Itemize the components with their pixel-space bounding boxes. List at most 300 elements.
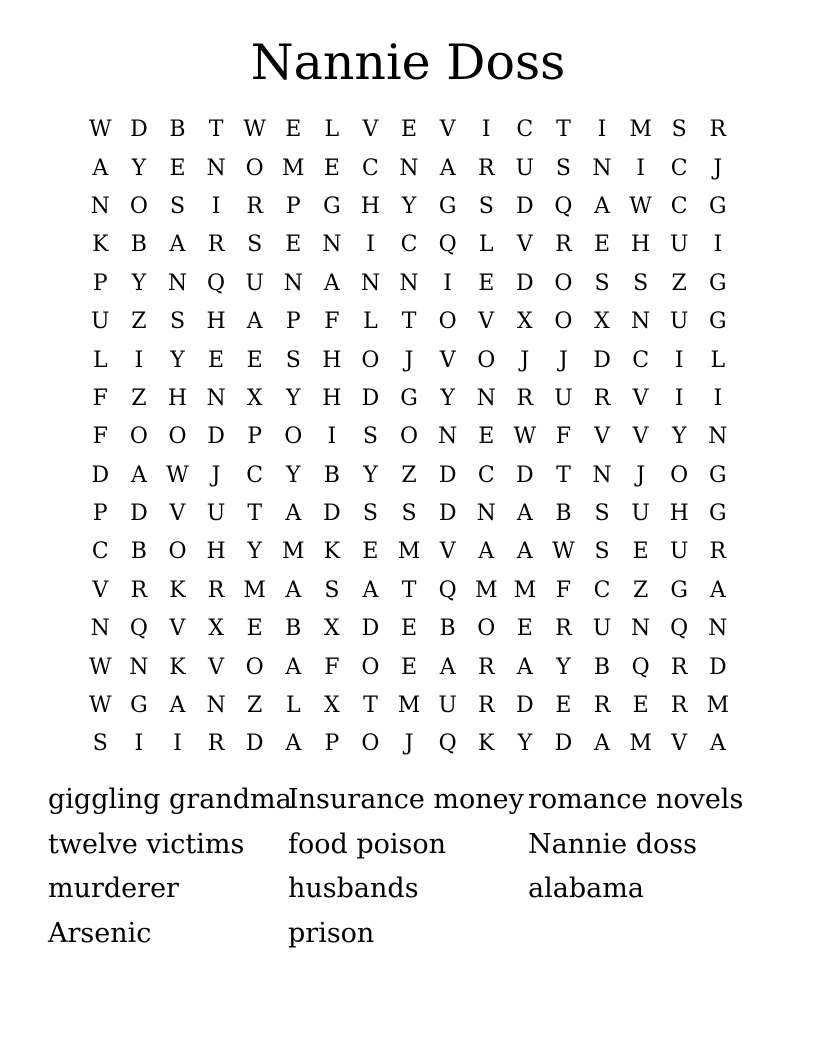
grid-letter: E <box>478 424 495 450</box>
grid-letter: S <box>285 347 301 373</box>
grid-letter: R <box>670 693 688 719</box>
grid-letter: Z <box>247 693 263 719</box>
grid-letter: X <box>516 309 533 335</box>
grid-letter: S <box>362 424 378 450</box>
grid-letter: G <box>670 577 688 603</box>
grid-letter: W <box>88 117 112 143</box>
grid-letter: N <box>167 270 188 296</box>
grid-letter: D <box>708 654 727 680</box>
grid-letter: R <box>555 232 572 258</box>
grid-letter: W <box>629 193 652 219</box>
grid-letter: P <box>92 270 108 296</box>
grid-letter: B <box>169 117 186 143</box>
grid-letter: X <box>324 693 340 719</box>
grid-letter: L <box>363 309 378 335</box>
grid-letter: O <box>400 424 419 450</box>
grid-letter: R <box>555 616 572 642</box>
grid-letter: O <box>554 309 573 335</box>
grid-letter: B <box>593 654 611 680</box>
grid-letter: E <box>632 539 649 565</box>
grid-letter: E <box>208 347 225 373</box>
grid-letter: V <box>208 654 225 680</box>
grid-letter: L <box>92 347 108 373</box>
grid-letter: L <box>478 232 494 258</box>
grid-letter: A <box>594 731 610 757</box>
grid-letter: V <box>92 577 109 603</box>
grid-letter: J <box>404 347 414 373</box>
grid-letter: Q <box>129 616 148 642</box>
grid-letter: V <box>671 731 688 757</box>
grid-letter: O <box>245 654 264 680</box>
word-list-item: prison <box>288 917 375 949</box>
grid-letter: C <box>632 347 650 373</box>
grid-letter: P <box>247 424 263 450</box>
grid-letter: D <box>516 270 534 296</box>
grid-letter: N <box>206 155 226 181</box>
grid-letter: G <box>709 309 727 335</box>
grid-letter: G <box>709 270 727 296</box>
grid-letter: N <box>476 385 496 411</box>
grid-letter: F <box>324 309 340 335</box>
grid-letter: V <box>169 501 186 527</box>
word-list-item: husbands <box>288 873 419 904</box>
word-list <box>48 778 768 956</box>
grid-letter: B <box>130 232 147 258</box>
grid-letter: A <box>323 270 340 296</box>
grid-letter: Q <box>631 654 650 680</box>
grid-letter: E <box>632 693 649 719</box>
grid-letter: P <box>285 309 301 335</box>
grid-letter: A <box>169 693 186 719</box>
grid-letter: M <box>474 577 498 603</box>
grid-letter: Y <box>440 385 455 411</box>
grid-letter: O <box>245 155 264 181</box>
grid-letter: S <box>324 577 340 603</box>
grid-letter: M <box>513 577 537 603</box>
grid-letter: O <box>438 309 457 335</box>
grid-letter: I <box>636 155 645 181</box>
grid-letter: D <box>516 462 534 488</box>
grid-letter: W <box>552 539 575 565</box>
grid-letter: C <box>670 193 688 219</box>
grid-letter: P <box>285 193 301 219</box>
grid-letter: E <box>516 616 533 642</box>
grid-letter: X <box>594 309 610 335</box>
page-title: Nannie Doss <box>250 34 566 91</box>
grid-letter: S <box>247 232 263 258</box>
grid-letter: G <box>400 385 418 411</box>
grid-letter: Q <box>554 193 573 219</box>
grid-letter: U <box>515 155 535 181</box>
grid-letter: N <box>592 155 612 181</box>
grid-letter: Z <box>131 385 147 411</box>
grid-letter: I <box>134 347 144 373</box>
grid-letter: H <box>206 539 226 565</box>
grid-letter: V <box>362 117 379 143</box>
grid-letter: Y <box>401 193 417 219</box>
grid-letter: O <box>129 193 148 219</box>
word-list-item: murderer <box>48 873 179 904</box>
grid-letter: S <box>401 501 417 527</box>
grid-letter: I <box>713 232 723 258</box>
grid-letter: I <box>366 232 375 258</box>
grid-letter: L <box>324 117 340 143</box>
grid-letter: T <box>556 462 571 488</box>
grid-letter: I <box>481 117 491 143</box>
grid-letter: N <box>129 654 149 680</box>
grid-letter: G <box>438 193 457 219</box>
grid-letter: D <box>438 501 457 527</box>
grid-letter: Y <box>131 270 147 296</box>
grid-letter: Y <box>286 462 301 488</box>
grid-letter: C <box>516 117 534 143</box>
grid-letter: Y <box>247 539 262 565</box>
grid-letter: O <box>554 270 573 296</box>
grid-letter: C <box>670 155 688 181</box>
grid-letter: R <box>593 385 611 411</box>
grid-letter: A <box>439 654 456 680</box>
grid-letter: A <box>516 654 533 680</box>
grid-letter: H <box>631 232 651 258</box>
grid-letter: O <box>168 539 187 565</box>
grid-letter: R <box>207 232 225 258</box>
grid-letter: Q <box>207 270 226 296</box>
grid-letter: Y <box>556 654 571 680</box>
grid-letter: Z <box>131 309 147 335</box>
grid-letter: R <box>709 539 727 565</box>
grid-letter: D <box>323 501 341 527</box>
grid-letter: A <box>285 577 302 603</box>
grid-letter: O <box>670 462 689 488</box>
grid-letter: A <box>439 155 456 181</box>
grid-letter: D <box>438 462 457 488</box>
grid-letter: Q <box>670 616 689 642</box>
grid-letter: N <box>206 385 226 411</box>
grid-letter: K <box>92 232 109 258</box>
grid-letter: W <box>88 654 112 680</box>
grid-letter: C <box>593 577 611 603</box>
grid-letter: V <box>632 385 649 411</box>
grid-letter: E <box>362 539 379 565</box>
grid-letter: D <box>361 616 380 642</box>
grid-letter: A <box>362 577 379 603</box>
grid-letter: A <box>594 193 610 219</box>
grid-letter: Q <box>438 731 457 757</box>
grid-letter: O <box>284 424 303 450</box>
grid-letter: W <box>166 462 189 488</box>
word-list-item: Nannie doss <box>528 828 697 860</box>
grid-letter: I <box>674 385 684 411</box>
grid-letter: N <box>476 501 496 527</box>
grid-letter: U <box>669 232 689 258</box>
grid-letter: E <box>246 347 263 373</box>
grid-letter: J <box>713 155 723 181</box>
grid-letter: N <box>592 462 612 488</box>
grid-letter: U <box>438 693 457 719</box>
grid-letter: M <box>397 539 421 565</box>
grid-letter: A <box>516 539 533 565</box>
grid-letter: D <box>554 731 573 757</box>
grid-letter: Y <box>671 424 687 450</box>
grid-letter: B <box>439 616 456 642</box>
grid-letter: R <box>477 693 495 719</box>
grid-letter: Z <box>401 462 417 488</box>
grid-letter: M <box>397 693 421 719</box>
grid-letter: L <box>710 347 726 373</box>
grid-letter: S <box>92 731 108 757</box>
grid-letter: I <box>173 731 182 757</box>
grid-letter: N <box>283 270 303 296</box>
grid-letter: N <box>630 616 651 642</box>
grid-letter: V <box>632 424 649 450</box>
grid-letter: G <box>323 193 341 219</box>
grid-letter: D <box>593 347 611 373</box>
grid-letter: G <box>709 462 727 488</box>
grid-letter: Z <box>632 577 649 603</box>
grid-letter: M <box>629 731 652 757</box>
grid-letter: C <box>246 462 264 488</box>
grid-letter: H <box>322 385 342 411</box>
grid-letter: S <box>169 193 186 219</box>
grid-letter: L <box>285 693 301 719</box>
grid-letter: N <box>90 193 110 219</box>
grid-letter: U <box>631 501 650 527</box>
grid-letter: E <box>401 616 418 642</box>
grid-letter: A <box>478 539 495 565</box>
grid-letter: N <box>322 232 342 258</box>
grid-letter: S <box>555 155 571 181</box>
grid-letter: N <box>438 424 458 450</box>
grid-letter: F <box>92 385 108 411</box>
grid-letter: D <box>245 731 264 757</box>
grid-letter: Y <box>170 347 185 373</box>
grid-letter: W <box>88 693 112 719</box>
grid-letter: A <box>285 501 302 527</box>
grid-letter: T <box>363 693 378 719</box>
grid-letter: S <box>633 270 649 296</box>
grid-letter: I <box>674 347 684 373</box>
grid-letter: C <box>91 539 109 565</box>
grid-letter: V <box>169 616 186 642</box>
grid-letter: A <box>709 577 726 603</box>
grid-letter: R <box>593 693 611 719</box>
word-list-item: food poison <box>288 828 447 860</box>
grid-letter: D <box>207 424 225 450</box>
grid-letter: Q <box>438 577 457 603</box>
grid-letter: S <box>478 193 494 219</box>
grid-letter: G <box>709 193 727 219</box>
grid-letter: P <box>324 731 340 757</box>
grid-letter: R <box>130 577 148 603</box>
grid-letter: A <box>709 731 726 757</box>
grid-letter: O <box>477 616 496 642</box>
grid-letter: R <box>207 577 225 603</box>
grid-letter: B <box>130 539 147 565</box>
grid-letter: A <box>516 501 533 527</box>
grid-letter: W <box>513 424 537 450</box>
grid-letter: N <box>708 424 728 450</box>
grid-letter: J <box>404 731 414 757</box>
grid-letter: C <box>400 232 418 258</box>
grid-letter: E <box>401 117 418 143</box>
grid-letter: D <box>130 501 148 527</box>
grid-letter: U <box>91 309 110 335</box>
grid-letter: D <box>361 385 380 411</box>
grid-letter: J <box>211 462 221 488</box>
grid-letter: S <box>594 539 610 565</box>
grid-letter: U <box>669 309 689 335</box>
word-list-item: giggling grandma <box>48 784 292 815</box>
grid-letter: A <box>169 232 186 258</box>
grid-letter: C <box>477 462 495 488</box>
grid-letter: J <box>520 347 530 373</box>
grid-letter: A <box>285 731 302 757</box>
grid-letter: N <box>708 616 728 642</box>
grid-letter: B <box>323 462 340 488</box>
grid-letter: M <box>282 155 305 181</box>
grid-letter: B <box>555 501 572 527</box>
grid-letter: N <box>206 693 226 719</box>
grid-letter: G <box>709 501 727 527</box>
grid-letter: D <box>516 693 534 719</box>
grid-letter: O <box>168 424 187 450</box>
grid-letter: R <box>207 731 225 757</box>
grid-letter: Y <box>517 731 533 757</box>
grid-letter: R <box>246 193 263 219</box>
grid-letter: N <box>90 616 110 642</box>
grid-letter: U <box>592 616 612 642</box>
grid-letter: N <box>630 309 651 335</box>
grid-letter: N <box>360 270 381 296</box>
grid-letter: H <box>669 501 689 527</box>
grid-letter: J <box>636 462 646 488</box>
grid-letter: T <box>401 577 417 603</box>
grid-letter: J <box>559 347 568 373</box>
grid-letter: X <box>324 616 340 642</box>
grid-letter: O <box>477 347 496 373</box>
grid-letter: E <box>169 155 186 181</box>
grid-letter: D <box>130 117 148 143</box>
grid-letter: K <box>323 539 341 565</box>
grid-letter: V <box>516 232 533 258</box>
grid-letter: I <box>211 193 221 219</box>
grid-letter: Y <box>363 462 378 488</box>
grid-letter: T <box>208 117 224 143</box>
grid-letter: I <box>327 424 337 450</box>
grid-letter: K <box>169 654 186 680</box>
grid-letter: E <box>285 232 302 258</box>
word-search-grid <box>81 111 737 764</box>
grid-letter: D <box>91 462 110 488</box>
grid-letter: Y <box>131 155 147 181</box>
grid-letter: R <box>709 117 727 143</box>
grid-letter: F <box>555 577 572 603</box>
grid-letter: I <box>713 385 723 411</box>
grid-letter: A <box>92 155 109 181</box>
grid-letter: M <box>243 577 266 603</box>
grid-letter: I <box>597 117 607 143</box>
grid-letter: D <box>516 193 534 219</box>
grid-letter: Y <box>286 385 301 411</box>
grid-letter: O <box>361 731 380 757</box>
grid-letter: T <box>401 309 417 335</box>
grid-letter: S <box>594 501 610 527</box>
grid-letter: N <box>399 270 419 296</box>
grid-letter: B <box>285 616 302 642</box>
grid-letter: E <box>593 232 611 258</box>
grid-letter: W <box>243 117 266 143</box>
grid-letter: K <box>169 577 186 603</box>
grid-letter: H <box>167 385 188 411</box>
grid-letter: U <box>245 270 264 296</box>
word-list-item: Insurance money <box>288 784 524 815</box>
grid-letter: M <box>706 693 730 719</box>
grid-letter: V <box>439 539 456 565</box>
grid-letter: F <box>92 424 108 450</box>
grid-letter: V <box>439 117 456 143</box>
grid-letter: S <box>671 117 687 143</box>
grid-letter: E <box>246 616 263 642</box>
grid-letter: E <box>285 117 302 143</box>
grid-letter: H <box>322 347 342 373</box>
grid-letter: O <box>361 347 380 373</box>
grid-letter: F <box>555 424 572 450</box>
grid-letter: Z <box>671 270 687 296</box>
grid-letter: M <box>629 117 652 143</box>
grid-letter: H <box>360 193 381 219</box>
grid-letter: U <box>554 385 573 411</box>
grid-letter: N <box>399 155 419 181</box>
grid-letter: R <box>477 654 495 680</box>
grid-letter: E <box>401 654 418 680</box>
grid-letter: P <box>92 501 108 527</box>
grid-letter: X <box>208 616 224 642</box>
word-list-item: twelve victims <box>48 828 245 860</box>
grid-letter: I <box>443 270 452 296</box>
grid-letter: O <box>129 424 148 450</box>
grid-letter: C <box>362 155 379 181</box>
grid-letter: G <box>130 693 148 719</box>
grid-letter: S <box>362 501 378 527</box>
word-list-item: alabama <box>528 873 644 904</box>
grid-letter: U <box>206 501 226 527</box>
grid-letter: X <box>246 385 263 411</box>
grid-letter: A <box>246 309 263 335</box>
word-list-item: Arsenic <box>48 917 152 949</box>
grid-letter: E <box>478 270 495 296</box>
grid-letter: M <box>282 539 305 565</box>
grid-letter: F <box>324 654 340 680</box>
grid-letter: R <box>477 155 495 181</box>
grid-letter: A <box>285 654 302 680</box>
grid-letter: O <box>361 654 380 680</box>
grid-letter: U <box>669 539 689 565</box>
grid-letter: A <box>130 462 147 488</box>
grid-letter: K <box>478 731 495 757</box>
grid-letter: R <box>516 385 534 411</box>
grid-letter: E <box>323 155 340 181</box>
word-list-item: romance novels <box>528 784 744 815</box>
grid-letter: E <box>555 693 572 719</box>
grid-letter: T <box>247 501 263 527</box>
grid-letter: S <box>169 309 186 335</box>
grid-letter: S <box>594 270 610 296</box>
grid-letter: R <box>670 654 688 680</box>
grid-letter: V <box>439 347 456 373</box>
grid-letter: V <box>594 424 610 450</box>
grid-letter: V <box>478 309 495 335</box>
grid-letter: H <box>206 309 226 335</box>
